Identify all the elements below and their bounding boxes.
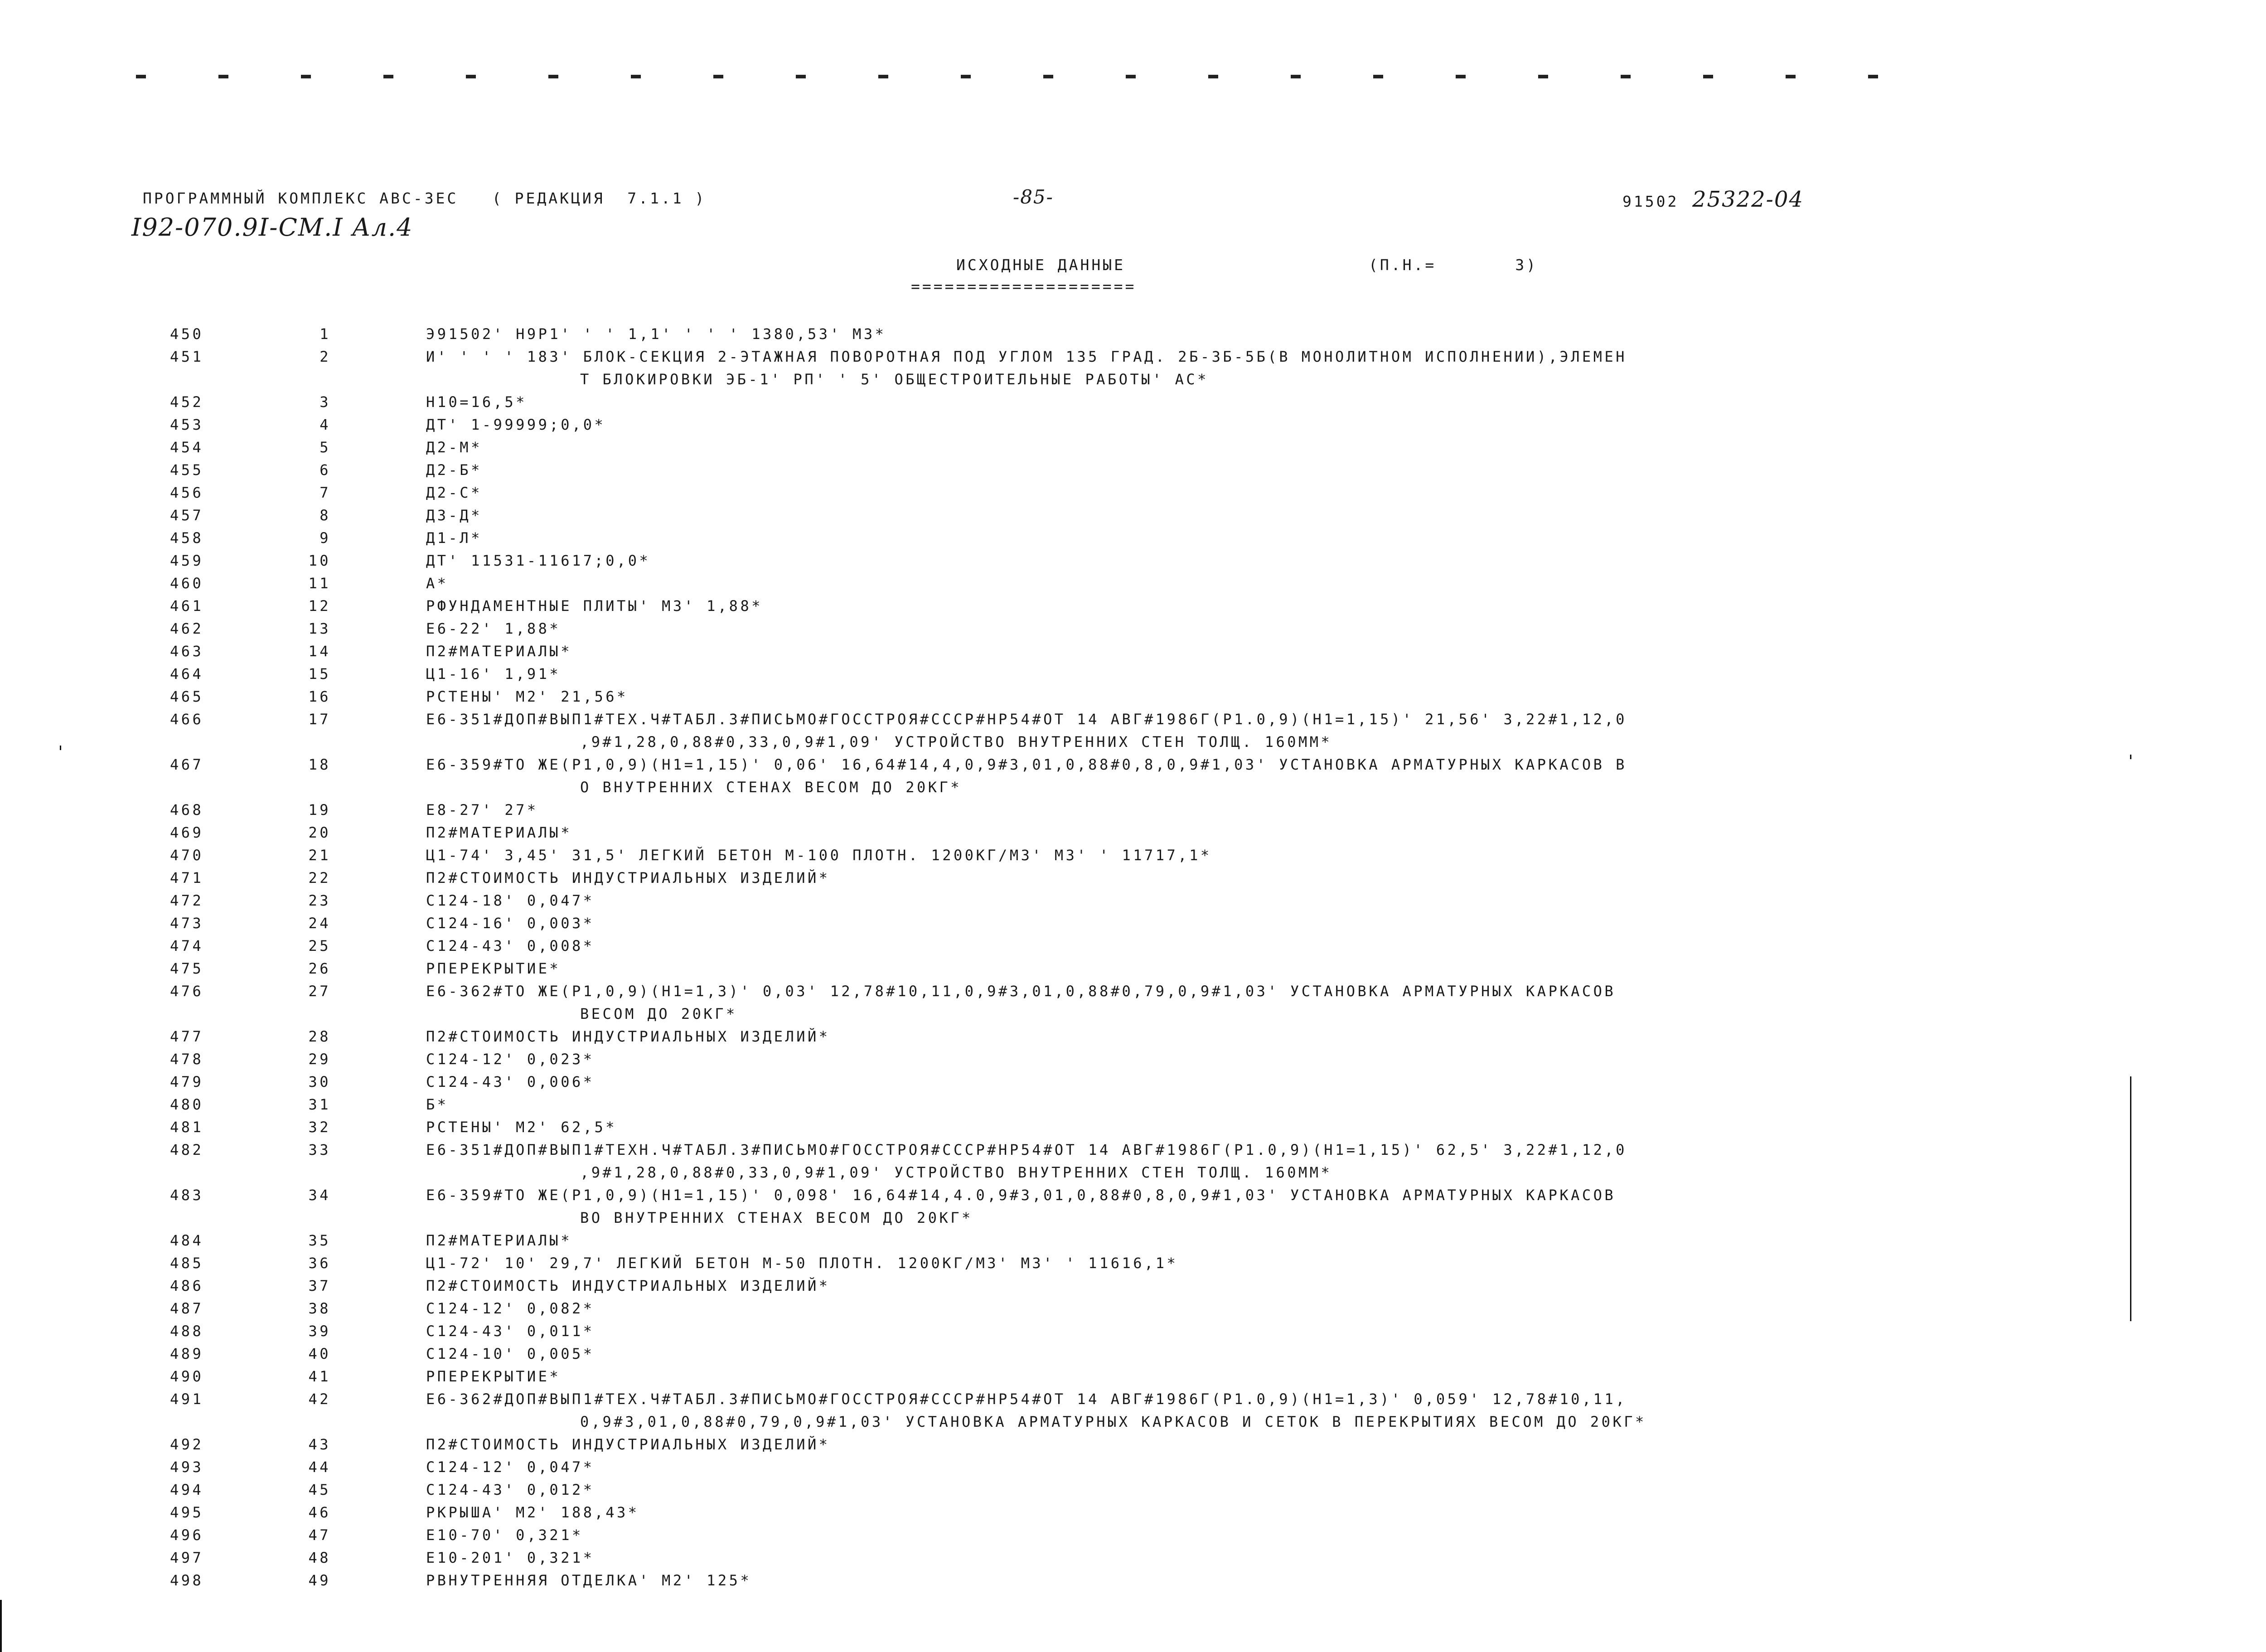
record-text-line: С124-43' 0,006*	[426, 1073, 595, 1090]
record-text	[426, 323, 1922, 345]
record-text-continuation: ,9#1,28,0,88#0,33,0,9#1,09' УСТРОЙСТВО ВНУТРЕННИХ СТЕН ТОЛЩ. 160ММ*	[580, 733, 1332, 751]
record-text-line: Д3-Д*	[426, 507, 482, 524]
line-number: 24	[308, 915, 331, 932]
line-number: 35	[308, 1232, 331, 1249]
record-number: 460	[170, 575, 204, 592]
line-number: 33	[308, 1141, 331, 1158]
record-number: 497	[170, 1549, 204, 1566]
line-number: 47	[308, 1526, 331, 1544]
line-number: 26	[308, 960, 331, 977]
record-text	[426, 867, 1922, 889]
perforation-dash	[961, 75, 971, 78]
perforation-dash	[878, 75, 888, 78]
record-text-line: С124-18' 0,047*	[426, 892, 595, 909]
record-text-line: Д2-С*	[426, 484, 482, 501]
record-number: 457	[170, 507, 204, 524]
record-text	[426, 957, 1922, 980]
record-number: 491	[170, 1390, 204, 1408]
margin-line-left	[0, 1600, 2, 1652]
record-text	[426, 1252, 1922, 1274]
perforation-dash	[383, 75, 393, 78]
record-number: 492	[170, 1436, 204, 1453]
record-number: 478	[170, 1051, 204, 1068]
record-text	[426, 889, 1922, 912]
line-number: 7	[320, 484, 331, 501]
perforation-dash	[1291, 75, 1301, 78]
section-title: ИСХОДНЫЕ ДАННЫЕ	[956, 256, 1126, 274]
record-text-line: С124-43' 0,011*	[426, 1323, 595, 1340]
record-number: 479	[170, 1073, 204, 1090]
perforation-dash	[1703, 75, 1713, 78]
handwritten-code: I92-070.9I-СМ.I Ал.4	[131, 213, 413, 242]
record-text-line: Е6-359#ТО ЖЕ(Р1,0,9)(Н1=1,15)' 0,098' 16,64#14,4.0,9#3,01,0,88#0,8,0,9#1,03' УСТАНОВКА АРМАТУРНЫХ КАРКАСОВ	[426, 1187, 1616, 1204]
record-text	[426, 1048, 1922, 1071]
perforation-dash	[796, 75, 806, 78]
record-number: 459	[170, 552, 204, 569]
record-number: 462	[170, 620, 204, 637]
record-text-line: П2#СТОИМОСТЬ ИНДУСТРИАЛЬНЫХ ИЗДЕЛИЙ*	[426, 1436, 830, 1453]
record-text-continuation: 0,9#3,01,0,88#0,79,0,9#1,03' УСТАНОВКА АРМАТУРНЫХ КАРКАСОВ И СЕТОК В ПЕРЕКРЫТИЯХ ВЕСОМ ДО 20КГ*	[580, 1413, 1646, 1430]
record-number: 474	[170, 937, 204, 954]
record-text-line: А*	[426, 575, 449, 592]
record-text	[426, 1274, 1922, 1297]
line-number: 13	[308, 620, 331, 637]
record-text	[426, 1546, 1922, 1569]
record-text	[426, 391, 1922, 413]
record-text	[426, 459, 1922, 481]
record-text-line: Е6-22' 1,88*	[426, 620, 561, 637]
record-number: 484	[170, 1232, 204, 1249]
line-number: 23	[308, 892, 331, 909]
record-text-line: ДТ' 1-99999;0,0*	[426, 416, 606, 433]
record-number: 495	[170, 1504, 204, 1521]
record-number: 486	[170, 1277, 204, 1294]
section-underline: ====================	[911, 277, 1137, 295]
record-text-line: Б*	[426, 1096, 449, 1113]
record-number: 473	[170, 915, 204, 932]
record-number: 472	[170, 892, 204, 909]
line-number: 49	[308, 1572, 331, 1589]
record-text	[426, 595, 1922, 617]
perforation-marks	[136, 75, 1903, 84]
line-number: 18	[308, 756, 331, 773]
record-number: 467	[170, 756, 204, 773]
line-number: 6	[320, 461, 331, 479]
record-text-line: Н10=16,5*	[426, 393, 527, 411]
line-number: 16	[308, 688, 331, 705]
record-text-line: Е10-201' 0,321*	[426, 1549, 595, 1566]
record-text-continuation: ВЕСОМ ДО 20КГ*	[580, 1005, 737, 1022]
record-text-line: П2#СТОИМОСТЬ ИНДУСТРИАЛЬНЫХ ИЗДЕЛИЙ*	[426, 869, 830, 887]
line-number: 17	[308, 711, 331, 728]
line-number: 2	[320, 348, 331, 365]
record-number: 468	[170, 801, 204, 819]
line-number: 15	[308, 665, 331, 683]
record-text	[426, 1116, 1922, 1138]
line-number: 11	[308, 575, 331, 592]
record-text-line: С124-10' 0,005*	[426, 1345, 595, 1362]
record-text-line: С124-43' 0,008*	[426, 937, 595, 954]
record-text-line: Ц1-74' 3,45' 31,5' ЛЕГКИЙ БЕТОН М-100 ПЛОТН. 1200КГ/М3' М3' ' 11717,1*	[426, 847, 1212, 864]
record-number: 493	[170, 1458, 204, 1476]
record-text	[426, 753, 1922, 799]
record-number: 463	[170, 643, 204, 660]
record-number: 487	[170, 1300, 204, 1317]
perforation-dash	[1126, 75, 1136, 78]
record-number: 475	[170, 960, 204, 977]
perforation-dash	[1538, 75, 1548, 78]
record-text-line: Е8-27' 27*	[426, 801, 538, 819]
line-number: 37	[308, 1277, 331, 1294]
record-number: 477	[170, 1028, 204, 1045]
perforation-dash	[1786, 75, 1796, 78]
record-text-line: П2#МАТЕРИАЛЫ*	[426, 643, 572, 660]
record-number: 455	[170, 461, 204, 479]
record-text	[426, 1569, 1922, 1592]
record-text	[426, 1478, 1922, 1501]
line-number: 42	[308, 1390, 331, 1408]
line-number: 45	[308, 1481, 331, 1498]
record-text-continuation: О ВНУТРЕННИХ СТЕНАХ ВЕСОМ ДО 20КГ*	[580, 779, 962, 796]
line-number: 14	[308, 643, 331, 660]
line-number: 39	[308, 1323, 331, 1340]
record-number: 483	[170, 1187, 204, 1204]
record-text	[426, 821, 1922, 844]
line-number: 1	[320, 325, 331, 343]
record-text	[426, 640, 1922, 663]
record-text-line: С124-12' 0,023*	[426, 1051, 595, 1068]
record-text-line: Е6-351#ДОП#ВЫП1#ТЕХ.Ч#ТАБЛ.3#ПИСЬМО#ГОССТРОЯ#СССР#НР54#ОТ 14 АВГ#1986Г(Р1.0,9)(Н1=1,15)' 21,56' 3,22#1,12,0	[426, 711, 1627, 728]
program-title: ПРОГРАММНЫЙ КОМПЛЕКС АВС-ЗЕС ( РЕДАКЦИЯ 7.1.1 )	[143, 189, 707, 207]
record-text-continuation: Т БЛОКИРОВКИ ЭБ-1' РП' ' 5' ОБЩЕСТРОИТЕЛЬНЫЕ РАБОТЫ' АС*	[580, 371, 1209, 388]
record-number: 471	[170, 869, 204, 887]
record-text-line: Е6-362#ТО ЖЕ(Р1,0,9)(Н1=1,3)' 0,03' 12,78#10,11,0,9#3,01,0,88#0,79,0,9#1,03' УСТАНОВКА АРМАТУРНЫХ КАРКАСОВ	[426, 983, 1616, 1000]
record-text-line: РСТЕНЫ' М2' 21,56*	[426, 688, 628, 705]
line-number: 10	[308, 552, 331, 569]
record-text-line: Д2-Б*	[426, 461, 482, 479]
record-text-line: Ц1-72' 10' 29,7' ЛЕГКИЙ БЕТОН М-50 ПЛОТН. 1200КГ/М3' М3' ' 11616,1*	[426, 1255, 1178, 1272]
record-number: 476	[170, 983, 204, 1000]
record-text	[426, 1342, 1922, 1365]
line-number: 40	[308, 1345, 331, 1362]
line-number: 34	[308, 1187, 331, 1204]
line-number: 30	[308, 1073, 331, 1090]
record-text	[426, 436, 1922, 459]
record-text	[426, 1071, 1922, 1093]
record-text	[426, 1433, 1922, 1456]
line-number: 27	[308, 983, 331, 1000]
record-text	[426, 1501, 1922, 1524]
record-text	[426, 1388, 1922, 1433]
line-number: 3	[320, 393, 331, 411]
record-text-line: РПЕРЕКРЫТИЕ*	[426, 960, 561, 977]
line-number: 29	[308, 1051, 331, 1068]
record-text-line: ДТ' 11531-11617;0,0*	[426, 552, 651, 569]
page-number: -85-	[1013, 186, 1054, 208]
record-text-line: С124-12' 0,047*	[426, 1458, 595, 1476]
record-text-line: П2#МАТЕРИАЛЫ*	[426, 1232, 572, 1249]
record-number: 480	[170, 1096, 204, 1113]
line-number: 9	[320, 529, 331, 547]
record-text	[426, 1456, 1922, 1478]
record-text-continuation: ВО ВНУТРЕННИХ СТЕНАХ ВЕСОМ ДО 20КГ*	[580, 1209, 973, 1226]
record-text	[426, 549, 1922, 572]
perforation-dash	[1043, 75, 1053, 78]
record-text	[426, 481, 1922, 504]
record-text-line: Е6-362#ДОП#ВЫП1#ТЕХ.Ч#ТАБЛ.3#ПИСЬМО#ГОССТРОЯ#СССР#НР54#ОТ 14 АВГ#1986Г(Р1.0,9)(Н1=1,3)' 0,059' 12,78#10,11,	[426, 1390, 1627, 1408]
record-text-line: РКРЫША' М2' 188,43*	[426, 1504, 639, 1521]
record-text-line: РФУНДАМЕНТНЫЕ ПЛИТЫ' М3' 1,88*	[426, 597, 763, 615]
line-number: 43	[308, 1436, 331, 1453]
record-text-line: С124-16' 0,003*	[426, 915, 595, 932]
perforation-dash	[1456, 75, 1466, 78]
record-number: 496	[170, 1526, 204, 1544]
record-text-line: П2#СТОИМОСТЬ ИНДУСТРИАЛЬНЫХ ИЗДЕЛИЙ*	[426, 1277, 830, 1294]
record-text	[426, 1365, 1922, 1388]
record-text	[426, 1229, 1922, 1252]
record-number: 450	[170, 325, 204, 343]
perforation-dash	[218, 75, 228, 78]
line-number: 25	[308, 937, 331, 954]
line-number: 21	[308, 847, 331, 864]
speck	[60, 746, 61, 750]
record-text-line: РСТЕНЫ' М2' 62,5*	[426, 1119, 617, 1136]
perforation-dash	[1868, 75, 1878, 78]
line-number: 48	[308, 1549, 331, 1566]
line-number: 5	[320, 439, 331, 456]
line-number: 36	[308, 1255, 331, 1272]
record-text-continuation: ,9#1,28,0,88#0,33,0,9#1,09' УСТРОЙСТВО ВНУТРЕННИХ СТЕН ТОЛЩ. 160ММ*	[580, 1164, 1332, 1181]
record-text-line: Ц1-16' 1,91*	[426, 665, 561, 683]
record-text-line: П2#СТОИМОСТЬ ИНДУСТРИАЛЬНЫХ ИЗДЕЛИЙ*	[426, 1028, 830, 1045]
perforation-dash	[631, 75, 641, 78]
record-number: 453	[170, 416, 204, 433]
record-number: 490	[170, 1368, 204, 1385]
record-text-line: Е6-359#ТО ЖЕ(Р1,0,9)(Н1=1,15)' 0,06' 16,64#14,4,0,9#3,01,0,88#0,8,0,9#1,03' УСТАНОВКА АРМАТУРНЫХ КАРКАСОВ В	[426, 756, 1627, 773]
record-number: 470	[170, 847, 204, 864]
record-number: 454	[170, 439, 204, 456]
record-text	[426, 685, 1922, 708]
line-number: 44	[308, 1458, 331, 1476]
line-number: 22	[308, 869, 331, 887]
record-text-line: Э91502' Н9Р1' ' ' 1,1' ' ' ' 1380,53' М3*	[426, 325, 886, 343]
perforation-dash	[1621, 75, 1631, 78]
perforation-dash	[466, 75, 476, 78]
record-number: 498	[170, 1572, 204, 1589]
line-number: 41	[308, 1368, 331, 1385]
record-text	[426, 1138, 1922, 1184]
record-text	[426, 617, 1922, 640]
record-number: 482	[170, 1141, 204, 1158]
line-number: 46	[308, 1504, 331, 1521]
document-code	[1622, 187, 1804, 212]
line-number: 12	[308, 597, 331, 615]
record-text	[426, 980, 1922, 1025]
record-text-line: Д1-Л*	[426, 529, 482, 547]
record-number: 469	[170, 824, 204, 841]
record-text	[426, 413, 1922, 436]
line-number: 4	[320, 416, 331, 433]
record-number: 452	[170, 393, 204, 411]
record-text	[426, 1184, 1922, 1229]
perforation-dash	[548, 75, 558, 78]
record-number: 465	[170, 688, 204, 705]
record-text-line: П2#МАТЕРИАЛЫ*	[426, 824, 572, 841]
record-text	[426, 504, 1922, 527]
record-text-line: С124-43' 0,012*	[426, 1481, 595, 1498]
record-text	[426, 912, 1922, 935]
speck	[2130, 755, 2131, 759]
record-number: 489	[170, 1345, 204, 1362]
record-text	[426, 799, 1922, 821]
record-text-line: С124-12' 0,082*	[426, 1300, 595, 1317]
record-text-line: РПЕРЕКРЫТИЕ*	[426, 1368, 561, 1385]
record-text	[426, 1524, 1922, 1546]
record-text-line: РВНУТРЕННЯЯ ОТДЕЛКА' М2' 125*	[426, 1572, 752, 1589]
line-number: 19	[308, 801, 331, 819]
record-text	[426, 708, 1922, 753]
record-number: 456	[170, 484, 204, 501]
record-text	[426, 1025, 1922, 1048]
record-number: 485	[170, 1255, 204, 1272]
perforation-dash	[713, 75, 723, 78]
section-ref: (П.Н.= 3)	[1369, 256, 1538, 274]
document-code-handwritten: 25322-04	[1692, 187, 1804, 212]
perforation-dash	[1208, 75, 1218, 78]
perforation-dash	[1373, 75, 1383, 78]
line-number: 8	[320, 507, 331, 524]
margin-line-right	[2130, 1076, 2131, 1321]
perforation-dash	[136, 75, 146, 78]
record-text-line: Е6-351#ДОП#ВЫП1#ТЕХН.Ч#ТАБЛ.3#ПИСЬМО#ГОССТРОЯ#СССР#НР54#ОТ 14 АВГ#1986Г(Р1.0,9)(Н1=1,15)' 62,5' 3,22#1,12,0	[426, 1141, 1627, 1158]
record-text-line: Д2-М*	[426, 439, 482, 456]
perforation-dash	[301, 75, 311, 78]
line-number: 32	[308, 1119, 331, 1136]
record-text	[426, 844, 1922, 867]
record-text-line: И' ' ' ' 183' БЛОК-СЕКЦИЯ 2-ЭТАЖНАЯ ПОВОРОТНАЯ ПОД УГЛОМ 135 ГРАД. 2Б-3Б-5Б(В МОНОЛИТНОМ ИСПОЛНЕНИИ),ЭЛЕМЕН	[426, 348, 1627, 365]
record-text	[426, 527, 1922, 549]
record-text-line: Е10-70' 0,321*	[426, 1526, 583, 1544]
record-number: 458	[170, 529, 204, 547]
record-number: 464	[170, 665, 204, 683]
record-text	[426, 1093, 1922, 1116]
record-number: 461	[170, 597, 204, 615]
record-text	[426, 935, 1922, 957]
record-text	[426, 345, 1922, 391]
record-text	[426, 1320, 1922, 1342]
line-number: 31	[308, 1096, 331, 1113]
record-text	[426, 663, 1922, 685]
record-text	[426, 572, 1922, 595]
record-text	[426, 1297, 1922, 1320]
line-number: 28	[308, 1028, 331, 1045]
record-number: 466	[170, 711, 204, 728]
line-number: 20	[308, 824, 331, 841]
record-number: 481	[170, 1119, 204, 1136]
record-number: 451	[170, 348, 204, 365]
record-number: 488	[170, 1323, 204, 1340]
document-code-printed: 91502	[1622, 193, 1679, 210]
record-number: 494	[170, 1481, 204, 1498]
line-number: 38	[308, 1300, 331, 1317]
